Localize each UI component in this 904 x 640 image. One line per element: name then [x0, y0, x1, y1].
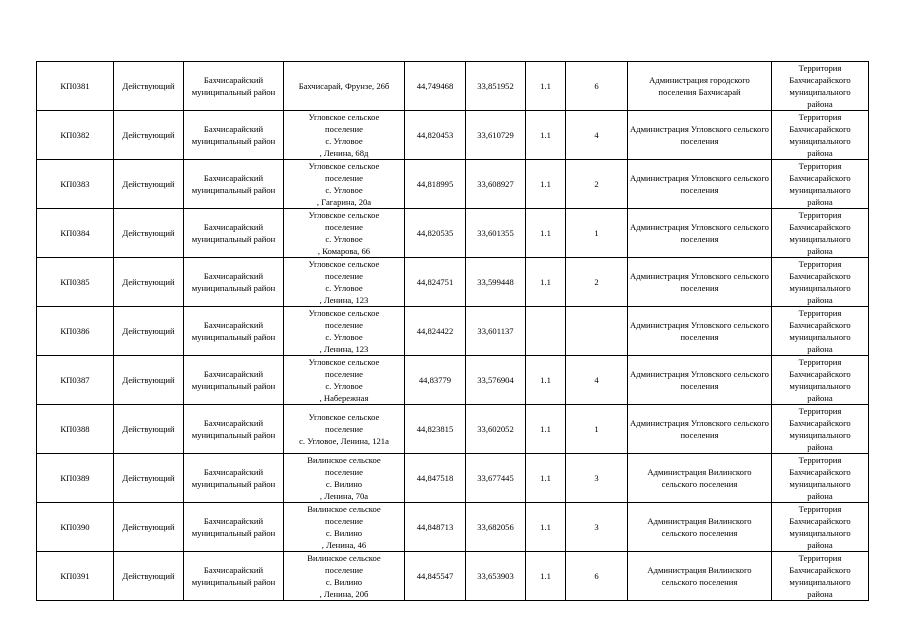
address-line: , Ленина, 46	[321, 540, 367, 550]
address-line: , Комарова, 66	[317, 246, 371, 256]
longitude-cell: 33,599448	[466, 258, 526, 307]
owner-cell: Администрация Вилинского сельского поселения	[628, 503, 772, 552]
address-line: поселение	[325, 424, 363, 434]
table-row	[37, 258, 869, 307]
status-cell: Действующий	[114, 160, 184, 209]
latitude-cell: 44,820453	[405, 111, 466, 160]
address-line: Вилинское сельское	[307, 504, 381, 514]
type-cell: 1.1	[526, 111, 566, 160]
district-cell: Бахчисарайский муниципальный район	[184, 62, 284, 111]
owner-cell: Администрация Угловского сельского поселения	[628, 258, 772, 307]
territory-cell	[772, 552, 869, 601]
latitude-cell: 44,847518	[405, 454, 466, 503]
territory-line: Территория	[798, 63, 842, 73]
territory-line: района	[807, 197, 833, 207]
territory-line: района	[807, 246, 833, 256]
owner-cell: Администрация Угловского сельского поселения	[628, 405, 772, 454]
territory-line: Территория	[798, 455, 842, 465]
address-line: с. Вилино	[325, 577, 363, 587]
longitude-cell: 33,608927	[466, 160, 526, 209]
territory-cell	[772, 111, 869, 160]
address-line: Угловское сельское	[308, 412, 380, 422]
address-line: , Ленина, 20б	[319, 589, 369, 599]
type-cell: 1.1	[526, 160, 566, 209]
owner-cell: Администрация Угловского сельского поселения	[628, 356, 772, 405]
registry-body	[37, 62, 869, 601]
territory-cell	[772, 503, 869, 552]
type-cell: 1.1	[526, 62, 566, 111]
table-row	[37, 405, 869, 454]
territory-line: Бахчисарайского	[789, 516, 851, 526]
territory-line: муниципального	[789, 136, 851, 146]
address-line: Бахчисарай, Фрунзе, 26б	[298, 81, 390, 91]
territory-line: муниципального	[789, 381, 851, 391]
address-line: с. Угловое	[325, 136, 363, 146]
owner-cell: Администрация Угловского сельского поселения	[628, 209, 772, 258]
address-cell	[284, 552, 405, 601]
territory-line: района	[807, 344, 833, 354]
territory-line: муниципального	[789, 479, 851, 489]
territory-line: района	[807, 589, 833, 599]
address-cell	[284, 307, 405, 356]
longitude-cell: 33,601137	[466, 307, 526, 356]
address-line: поселение	[325, 222, 363, 232]
territory-cell	[772, 258, 869, 307]
district-cell: Бахчисарайский муниципальный район	[184, 552, 284, 601]
point-code-cell: КП0391	[37, 552, 114, 601]
address-line: с. Угловое	[325, 332, 363, 342]
longitude-cell: 33,653903	[466, 552, 526, 601]
address-cell	[284, 405, 405, 454]
territory-line: Территория	[798, 210, 842, 220]
territory-line: Бахчисарайского	[789, 124, 851, 134]
address-line: , Гагарина, 20а	[316, 197, 372, 207]
territory-line: Территория	[798, 308, 842, 318]
type-cell: 1.1	[526, 405, 566, 454]
district-cell: Бахчисарайский муниципальный район	[184, 307, 284, 356]
address-cell	[284, 454, 405, 503]
territory-line: муниципального	[789, 185, 851, 195]
address-line: с. Угловое, Ленина, 121а	[299, 436, 389, 446]
point-code-cell: КП0382	[37, 111, 114, 160]
type-cell: 1.1	[526, 209, 566, 258]
address-line: поселение	[325, 565, 363, 575]
address-line: Вилинское сельское	[307, 455, 381, 465]
address-cell	[284, 356, 405, 405]
territory-line: Территория	[798, 504, 842, 514]
table-row	[37, 552, 869, 601]
latitude-cell: 44,749468	[405, 62, 466, 111]
table-row	[37, 454, 869, 503]
table-row	[37, 160, 869, 209]
district-cell: Бахчисарайский муниципальный район	[184, 503, 284, 552]
address-line: Вилинское сельское	[307, 553, 381, 563]
address-line: Угловское сельское	[308, 161, 380, 171]
point-code-cell: КП0387	[37, 356, 114, 405]
address-line: с. Угловое	[325, 381, 363, 391]
territory-line: Бахчисарайского	[789, 565, 851, 575]
territory-cell	[772, 307, 869, 356]
longitude-cell: 33,610729	[466, 111, 526, 160]
address-line: поселение	[325, 173, 363, 183]
territory-line: муниципального	[789, 430, 851, 440]
territory-line: района	[807, 99, 833, 109]
territory-line: Бахчисарайского	[789, 369, 851, 379]
territory-cell	[772, 405, 869, 454]
status-cell: Действующий	[114, 552, 184, 601]
district-cell: Бахчисарайский муниципальный район	[184, 356, 284, 405]
territory-line: Бахчисарайского	[789, 271, 851, 281]
territory-line: муниципального	[789, 332, 851, 342]
territory-line: муниципального	[789, 234, 851, 244]
address-line: Угловское сельское	[308, 112, 380, 122]
point-code-cell: КП0386	[37, 307, 114, 356]
district-cell: Бахчисарайский муниципальный район	[184, 209, 284, 258]
latitude-cell: 44,820535	[405, 209, 466, 258]
status-cell: Действующий	[114, 209, 184, 258]
latitude-cell: 44,818995	[405, 160, 466, 209]
longitude-cell: 33,576904	[466, 356, 526, 405]
count-cell: 6	[566, 62, 628, 111]
status-cell: Действующий	[114, 258, 184, 307]
status-cell: Действующий	[114, 307, 184, 356]
longitude-cell: 33,851952	[466, 62, 526, 111]
territory-line: района	[807, 491, 833, 501]
point-code-cell: КП0384	[37, 209, 114, 258]
territory-line: Территория	[798, 406, 842, 416]
territory-line: Территория	[798, 259, 842, 269]
address-line: поселение	[325, 369, 363, 379]
longitude-cell: 33,601355	[466, 209, 526, 258]
latitude-cell: 44,823815	[405, 405, 466, 454]
address-cell	[284, 503, 405, 552]
point-code-cell: КП0388	[37, 405, 114, 454]
territory-cell	[772, 454, 869, 503]
count-cell: 1	[566, 209, 628, 258]
registry-table	[36, 61, 869, 601]
type-cell	[526, 307, 566, 356]
territory-line: Территория	[798, 357, 842, 367]
address-line: , Ленина, 123	[319, 295, 369, 305]
address-line: с. Вилино	[325, 479, 363, 489]
point-code-cell: КП0389	[37, 454, 114, 503]
type-cell: 1.1	[526, 552, 566, 601]
count-cell: 6	[566, 552, 628, 601]
table-row	[37, 307, 869, 356]
status-cell: Действующий	[114, 111, 184, 160]
longitude-cell: 33,602052	[466, 405, 526, 454]
table-row	[37, 62, 869, 111]
type-cell: 1.1	[526, 454, 566, 503]
address-line: , Ленина, 70а	[319, 491, 369, 501]
territory-line: района	[807, 295, 833, 305]
address-line: поселение	[325, 320, 363, 330]
district-cell: Бахчисарайский муниципальный район	[184, 454, 284, 503]
latitude-cell: 44,824422	[405, 307, 466, 356]
district-cell: Бахчисарайский муниципальный район	[184, 405, 284, 454]
address-line: , Ленина, 68д	[319, 148, 369, 158]
territory-line: муниципального	[789, 87, 851, 97]
latitude-cell: 44,848713	[405, 503, 466, 552]
address-cell	[284, 62, 405, 111]
table-row	[37, 111, 869, 160]
count-cell: 4	[566, 111, 628, 160]
address-line: поселение	[325, 124, 363, 134]
address-line: поселение	[325, 516, 363, 526]
longitude-cell: 33,677445	[466, 454, 526, 503]
status-cell: Действующий	[114, 454, 184, 503]
count-cell: 2	[566, 160, 628, 209]
owner-cell: Администрация Вилинского сельского поселения	[628, 552, 772, 601]
table-row	[37, 503, 869, 552]
table-row	[37, 356, 869, 405]
status-cell: Действующий	[114, 503, 184, 552]
address-line: с. Угловое	[325, 283, 363, 293]
territory-line: Территория	[798, 553, 842, 563]
address-line: поселение	[325, 271, 363, 281]
latitude-cell: 44,824751	[405, 258, 466, 307]
latitude-cell: 44,83779	[405, 356, 466, 405]
owner-cell: Администрация Угловского сельского поселения	[628, 307, 772, 356]
address-line: Угловское сельское	[308, 357, 380, 367]
territory-line: Территория	[798, 112, 842, 122]
territory-line: района	[807, 442, 833, 452]
address-line: с. Угловое	[325, 234, 363, 244]
territory-line: района	[807, 393, 833, 403]
address-line: поселение	[325, 467, 363, 477]
owner-cell: Администрация Вилинского сельского поселения	[628, 454, 772, 503]
address-line: Угловское сельское	[308, 308, 380, 318]
territory-cell	[772, 209, 869, 258]
point-code-cell: КП0381	[37, 62, 114, 111]
latitude-cell: 44,845547	[405, 552, 466, 601]
status-cell: Действующий	[114, 405, 184, 454]
point-code-cell: КП0390	[37, 503, 114, 552]
address-line: Угловское сельское	[308, 210, 380, 220]
territory-line: Бахчисарайского	[789, 173, 851, 183]
territory-line: Бахчисарайского	[789, 467, 851, 477]
status-cell: Действующий	[114, 62, 184, 111]
count-cell: 2	[566, 258, 628, 307]
address-cell	[284, 258, 405, 307]
territory-cell	[772, 356, 869, 405]
address-cell	[284, 160, 405, 209]
address-line: с. Угловое	[325, 185, 363, 195]
owner-cell: Администрация городского поселения Бахчисарай	[628, 62, 772, 111]
count-cell: 3	[566, 454, 628, 503]
count-cell: 1	[566, 405, 628, 454]
count-cell: 3	[566, 503, 628, 552]
address-cell	[284, 111, 405, 160]
district-cell: Бахчисарайский муниципальный район	[184, 258, 284, 307]
count-cell	[566, 307, 628, 356]
address-line: Угловское сельское	[308, 259, 380, 269]
district-cell: Бахчисарайский муниципальный район	[184, 160, 284, 209]
type-cell: 1.1	[526, 503, 566, 552]
table-row	[37, 209, 869, 258]
territory-line: Территория	[798, 161, 842, 171]
address-line: с. Вилино	[325, 528, 363, 538]
territory-cell	[772, 160, 869, 209]
territory-line: Бахчисарайского	[789, 75, 851, 85]
territory-line: муниципального	[789, 577, 851, 587]
territory-line: района	[807, 148, 833, 158]
owner-cell: Администрация Угловского сельского поселения	[628, 111, 772, 160]
address-line: , Набережная	[319, 393, 369, 403]
territory-line: Бахчисарайского	[789, 222, 851, 232]
district-cell: Бахчисарайский муниципальный район	[184, 111, 284, 160]
territory-cell	[772, 62, 869, 111]
territory-line: Бахчисарайского	[789, 320, 851, 330]
address-line: , Ленина, 123	[319, 344, 369, 354]
owner-cell: Администрация Угловского сельского поселения	[628, 160, 772, 209]
territory-line: муниципального	[789, 283, 851, 293]
territory-line: Бахчисарайского	[789, 418, 851, 428]
point-code-cell: КП0385	[37, 258, 114, 307]
territory-line: муниципального	[789, 528, 851, 538]
point-code-cell: КП0383	[37, 160, 114, 209]
type-cell: 1.1	[526, 258, 566, 307]
type-cell: 1.1	[526, 356, 566, 405]
count-cell: 4	[566, 356, 628, 405]
address-cell	[284, 209, 405, 258]
longitude-cell: 33,682056	[466, 503, 526, 552]
status-cell: Действующий	[114, 356, 184, 405]
territory-line: района	[807, 540, 833, 550]
